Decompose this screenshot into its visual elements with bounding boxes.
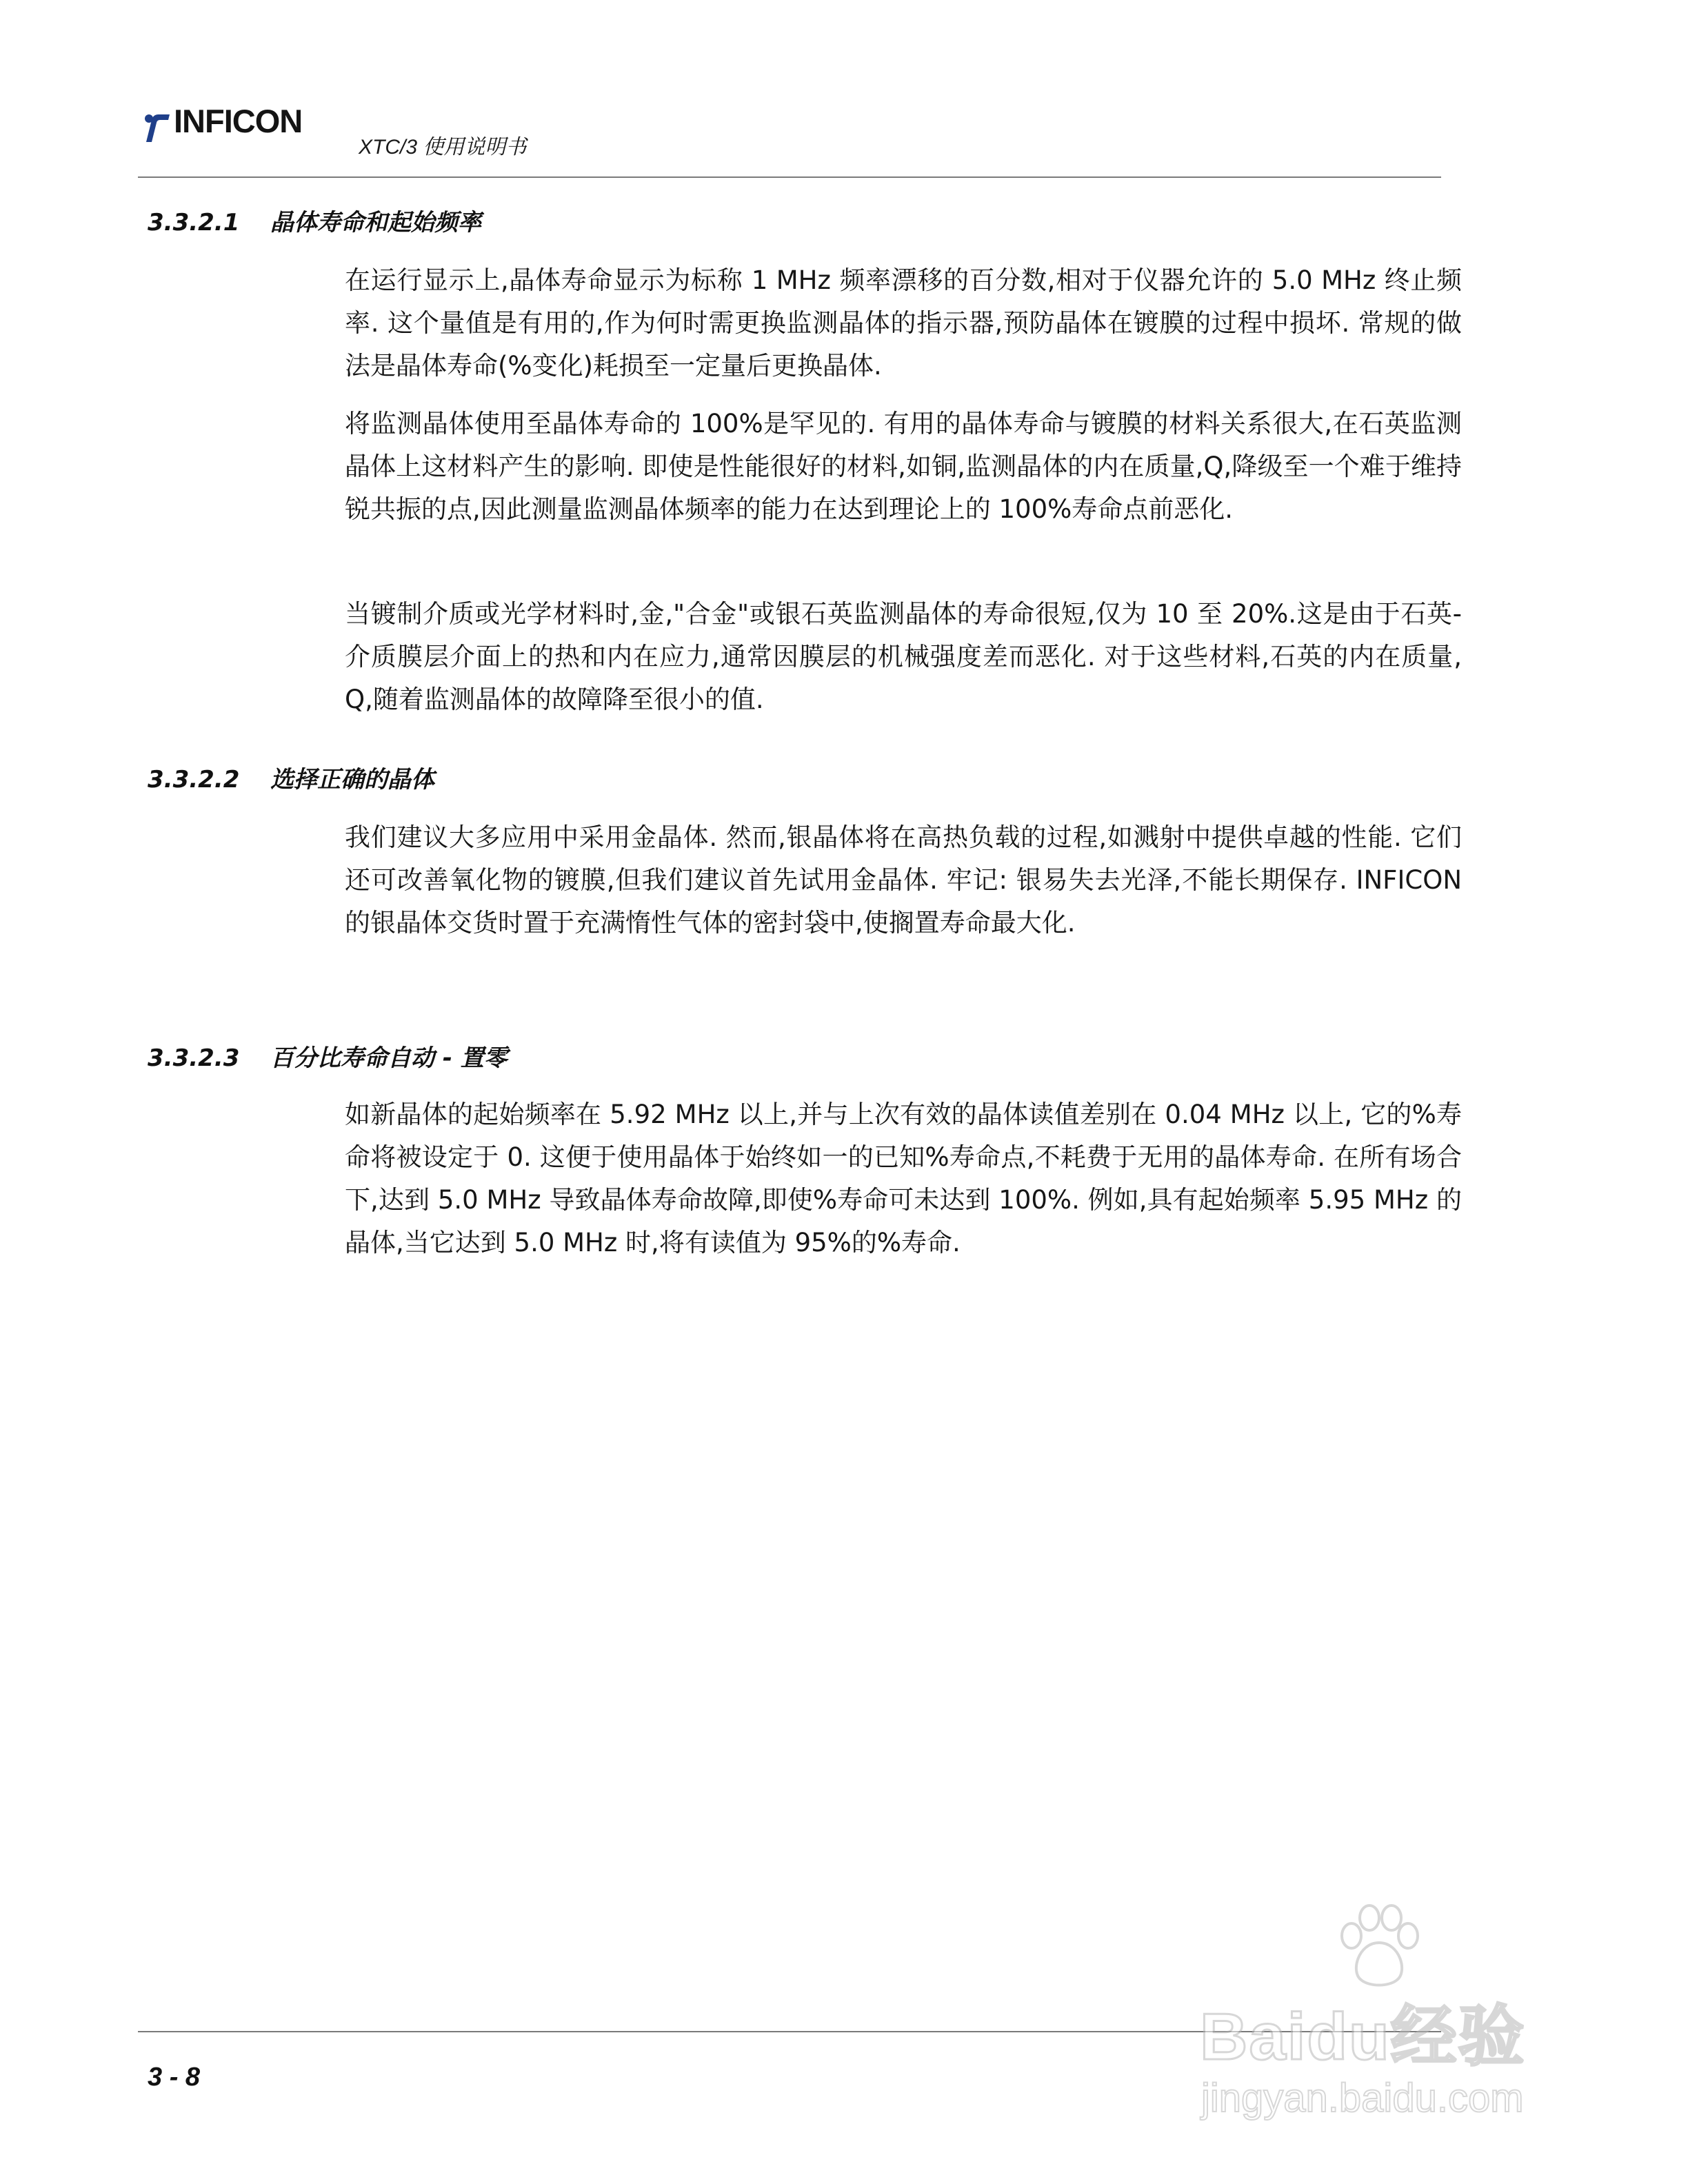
paragraph: 在运行显示上,晶体寿命显示为标称 1 MHz 频率漂移的百分数,相对于仪器允许的 5.0 MHz 终止频率. 这个量值是有用的,作为何时需更换监测晶体的指示器,预防晶体在镀膜的过程中损坏. 常规的做法是晶体寿命(%变化)耗损至一定量后更换晶体.: [345, 265, 1462, 381]
paragraph: 当镀制介质或光学材料时,金,"合金"或银石英监测晶体的寿命很短,仅为 10 至 20%.这是由于石英-介质膜层介面上的热和内在应力,通常因膜层的机械强度差而恶化. 对于这些材料,石英的内在质量, Q,随着监测晶体的故障降至很小的值.: [345, 599, 1462, 714]
section-number: 3.3.2.3: [148, 1044, 240, 1072]
watermark-url: jingyan.baidu.com: [1201, 2076, 1524, 2121]
watermark-brand: Baidu经验: [1200, 2000, 1526, 2074]
inficon-logo-mark-icon: [142, 110, 171, 143]
section-title: 晶体寿命和起始频率: [270, 209, 481, 236]
baidu-watermark: [1186, 1903, 1572, 2165]
page-number: 3 - 8: [148, 2063, 201, 2092]
section-number: 3.3.2.2: [148, 766, 240, 793]
section-title: 选择正确的晶体: [270, 766, 434, 793]
section-title: 百分比寿命自动 - 置零: [270, 1044, 508, 1072]
logo-text: INFICON: [174, 103, 303, 139]
section-heading-3-3-2-1: [148, 211, 481, 234]
inficon-logo: [138, 103, 345, 145]
section-heading-3-3-2-3: [148, 1046, 508, 1070]
section-heading-3-3-2-2: [148, 768, 434, 791]
header-divider: [138, 176, 1441, 178]
paragraph: 将监测晶体使用至晶体寿命的 100%是罕见的. 有用的晶体寿命与镀膜的材料关系很大,在石英监测晶体上这材料产生的影响. 即使是性能很好的材料,如铜,监测晶体的内在质量,Q,降级至一个难于维持锐共振的点,因此测量监测晶体频率的能力在达到理论上的 100%寿命点前恶化.: [345, 409, 1462, 524]
section-number: 3.3.2.1: [148, 209, 240, 236]
paw-icon: [1331, 1903, 1427, 1992]
paragraph: 我们建议大多应用中采用金晶体. 然而,银晶体将在高热负载的过程,如溅射中提供卓越的性能. 它们还可改善氧化物的镀膜,但我们建议首先试用金晶体. 牢记: 银易失去光泽,不能长期保存. INFICON 的银晶体交货时置于充满惰性气体的密封袋中,使搁置寿命最大化.: [345, 822, 1462, 938]
document-title: XTC/3 使用说明书: [359, 136, 527, 159]
paragraph: 如新晶体的起始频率在 5.92 MHz 以上,并与上次有效的晶体读值差别在 0.04 MHz 以上, 它的%寿命将被设定于 0. 这便于使用晶体于始终如一的已知%寿命点,不耗费于无用的晶体寿命. 在所有场合下,达到 5.0 MHz 导致晶体寿命故障,即使%寿命可未达到 100%. 例如,具有起始频率 5.95 MHz 的晶体,当它达到 5.0 MHz 时,将有读值为 95%的%寿命.: [345, 1100, 1462, 1257]
